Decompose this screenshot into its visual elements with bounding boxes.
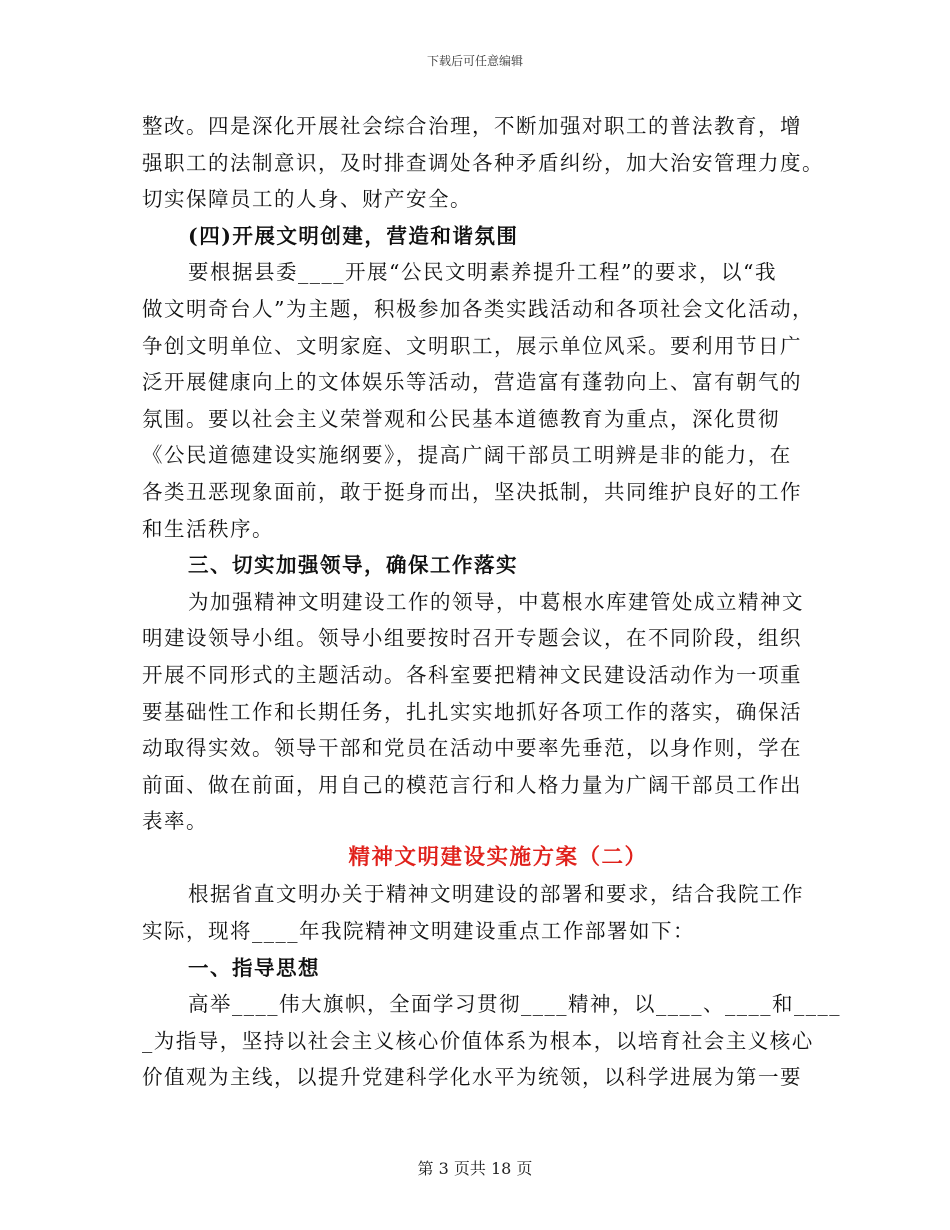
text-line: 高举____伟大旗帜，全面学习贯彻____精神，以____、____和____	[188, 992, 841, 1017]
text-line: 为加强精神文明建设工作的领导，中葛根水库建管处成立精神文	[188, 589, 804, 614]
heading-line: 三、切实加强领导，确保工作落实	[188, 553, 518, 578]
text-line: 实际，现将____年我院精神文明建设重点工作部署如下：	[142, 919, 695, 944]
text-line: 要基础性工作和长期任务，扎扎实实地抓好各项工作的落实，确保活	[142, 699, 802, 724]
text-line: 和生活秩序。	[142, 516, 274, 541]
section-heading-guiding-thought	[142, 950, 814, 987]
text-line: 表率。	[142, 809, 208, 834]
document-body	[142, 108, 841, 1096]
section-heading-civilization	[142, 218, 814, 255]
text-line: 切实保障员工的人身、财产安全。	[142, 187, 472, 212]
paragraph-leadership	[142, 584, 814, 840]
text-line: 《公民道德建设实施纲要》，提高广阔干部员工明辨是非的能力，在	[142, 443, 792, 468]
document-title: 精神文明建设实施方案（二）	[348, 844, 648, 870]
heading-line: (四)开展文明创建，营造和谐氛围	[188, 223, 519, 248]
heading-line: 一、指导思想	[188, 955, 320, 980]
text-line: 争创文明单位、文明家庭、文明职工，展示单位风采。要利用节日广	[142, 333, 802, 358]
text-line: 根据省直文明办关于精神文明建设的部署和要求，结合我院工作	[188, 882, 804, 907]
text-line: 动取得实效。领导干部和党员在活动中要率先垂范，以身作则，学在	[142, 736, 802, 761]
text-line: 泛开展健康向上的文体娱乐等活动，营造富有蓬勃向上、富有朝气的	[142, 370, 802, 395]
text-line: 氛围。要以社会主义荣誉观和公民基本道德教育为重点，深化贯彻	[142, 406, 780, 431]
page-header: 下载后可任意编辑	[426, 54, 523, 68]
text-line: 强职工的法制意识，及时排查调处各种矛盾纠纷，加大治安管理力度。	[142, 150, 824, 175]
text-line: 各类丑恶现象面前，敢于挺身而出，坚决抵制，共同维护良好的工作	[142, 479, 802, 504]
text-line: 要根据县委____开展“公民文明素养提升工程”的要求，以“我	[188, 260, 777, 285]
text-line: 做文明奇台人”为主题，积极参加各类实践活动和各项社会文化活动，	[142, 296, 814, 321]
text-line: 整改。四是深化开展社会综合治理，不断加强对职工的普法教育，增	[142, 114, 802, 138]
text-line: 明建设领导小组。领导小组要按时召开专题会议，在不同阶段，组织	[142, 626, 802, 651]
text-line: _为指导，坚持以社会主义核心价值体系为根本，以培育社会主义核心	[142, 1028, 814, 1053]
text-line: 价值观为主线，以提升党建科学化水平为统领，以科学进展为第一要	[142, 1065, 802, 1090]
paragraph-civilization	[142, 254, 814, 547]
paragraph-intro	[142, 876, 814, 949]
paragraph-guiding-thought	[142, 986, 841, 1096]
paragraph-rectification	[142, 108, 824, 218]
text-line: 开展不同形式的主题活动。各科室要把精神文民建设活动作为一项重	[142, 662, 802, 687]
page-footer: 第 3 页共 18 页	[417, 1159, 533, 1178]
text-line: 前面、做在前面，用自己的模范言行和人格力量为广阔干部员工作出	[142, 772, 802, 797]
section-heading-leadership	[142, 547, 814, 584]
